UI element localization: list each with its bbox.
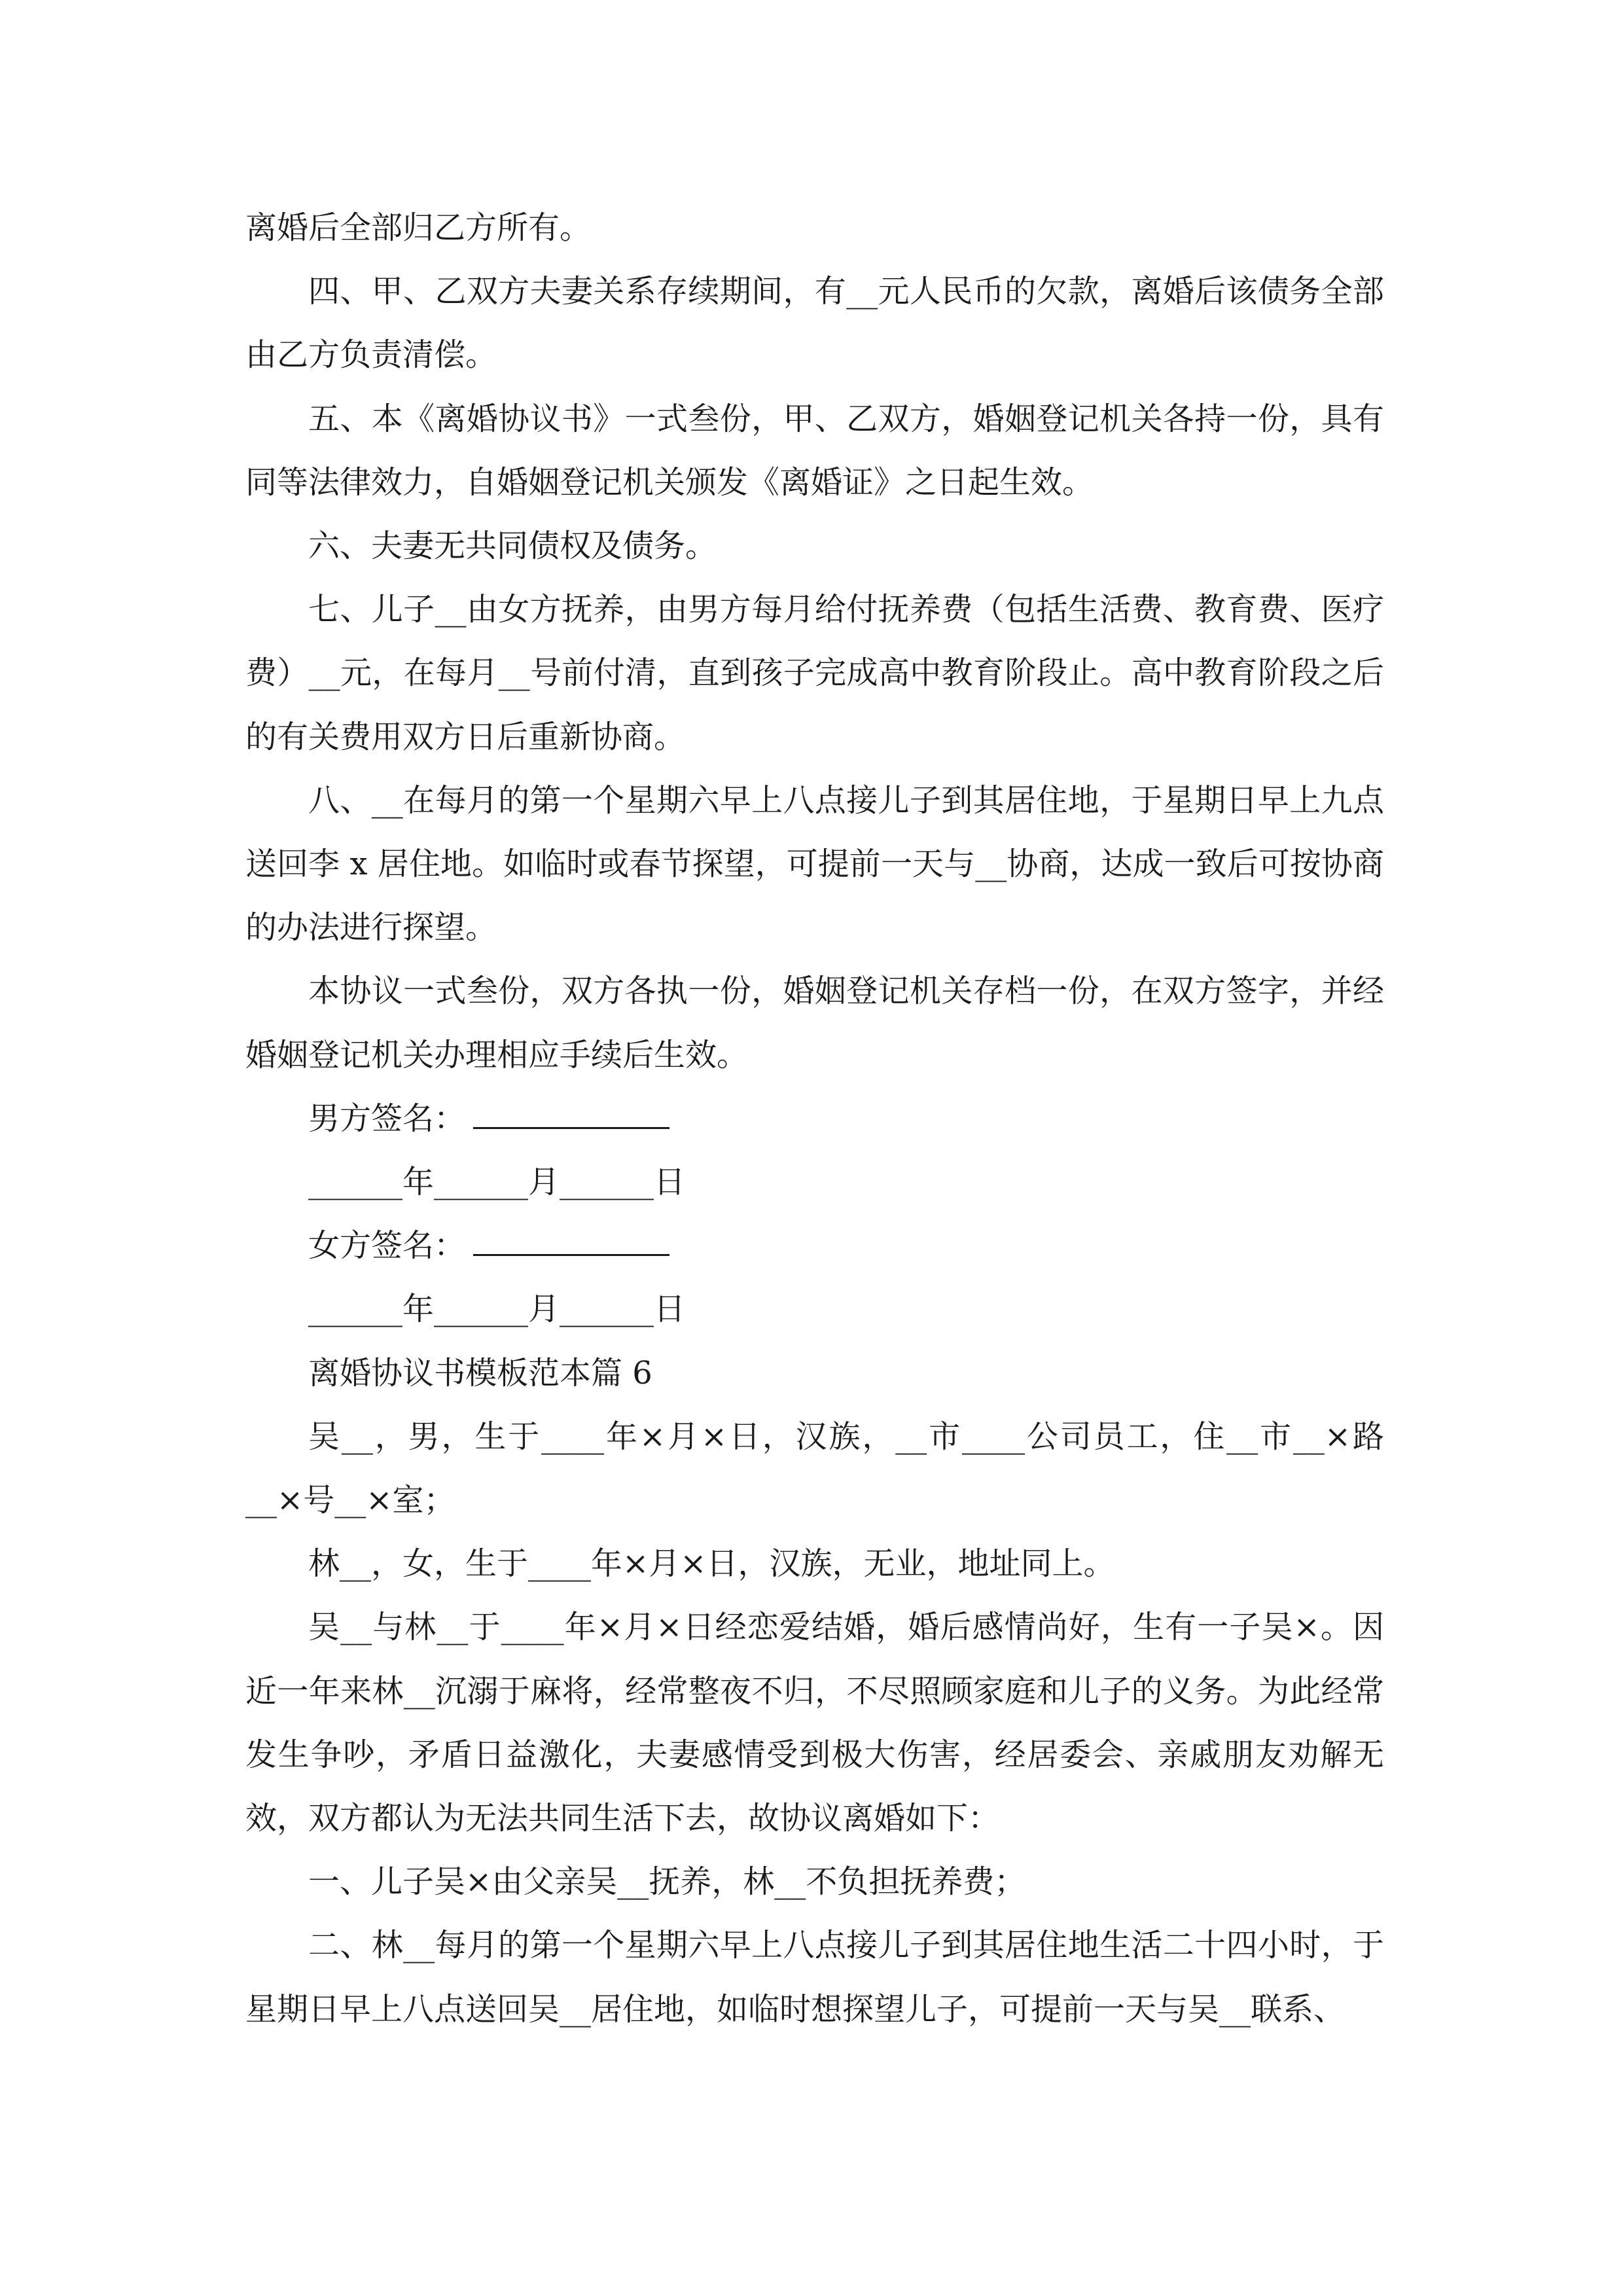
paragraph-clause-6: 六、夫妻无共同债权及债务。 — [308, 528, 717, 565]
female-signature-label: 女方签名： — [308, 1227, 466, 1265]
paragraph-continuation: 离婚后全部归乙方所有。 — [245, 209, 592, 246]
paragraph-term-1: 一、儿子吴×由父亲吴__抚养，林__不负担抚养费； — [308, 1863, 1026, 1901]
paragraph-background: 吴__与林__于____年×月×日经恋爱结婚，婚后感情尚好，生有一子吴×。因近一年来林__沉溺于麻将，经常整夜不归，不尽照顾家庭和儿子的义务。为此经常发生争吵，矛盾日益激化，夫妻感情受到极大伤害，经居委会、亲戚朋友劝解无效，双方都认为无法共同生活下去，故协议离婚如下： — [245, 1609, 1384, 1837]
male-date-line: ______年______月______日 — [308, 1164, 686, 1201]
male-signature-line — [473, 1098, 669, 1129]
paragraph-clause-4: 四、甲、乙双方夫妻关系存续期间，有__元人民币的欠款，离婚后该债务全部由乙方负责清偿。 — [245, 273, 1384, 374]
female-signature-line — [473, 1225, 669, 1256]
section-title: 离婚协议书模板范本篇 6 — [308, 1354, 652, 1391]
paragraph-term-2: 二、林__每月的第一个星期六早上八点接儿子到其居住地生活二十四小时，于星期日早上八点送回吴__居住地，如临时想探望儿子，可提前一天与吴__联系、 — [245, 1927, 1384, 2028]
paragraph-agreement-copies: 本协议一式叁份，双方各执一份，婚姻登记机关存档一份，在双方签字，并经婚姻登记机关办理相应手续后生效。 — [245, 973, 1384, 1073]
party-female-info: 林__，女，生于____年×月×日，汉族，无业，地址同上。 — [308, 1545, 1115, 1583]
male-signature-row — [245, 1087, 1384, 1151]
paragraph-clause-5: 五、本《离婚协议书》一式叁份，甲、乙双方，婚姻登记机关各持一份，具有同等法律效力，自婚姻登记机关颁发《离婚证》之日起生效。 — [245, 400, 1384, 501]
paragraph-clause-7: 七、儿子__由女方抚养，由男方每月给付抚养费（包括生活费、教育费、医疗费）__元，在每月__号前付清，直到孩子完成高中教育阶段止。高中教育阶段之后的有关费用双方日后重新协商。 — [245, 591, 1384, 755]
document-body — [245, 196, 1384, 2041]
party-male-info: 吴__，男，生于____年×月×日，汉族，__市____公司员工，住__市__×路__×号__×室； — [245, 1418, 1384, 1519]
female-date-line: ______年______月______日 — [308, 1291, 686, 1328]
male-signature-label: 男方签名： — [308, 1100, 466, 1137]
female-signature-row — [245, 1214, 1384, 1278]
paragraph-clause-8: 八、__在每月的第一个星期六早上八点接儿子到其居住地，于星期日早上九点送回李 x 居住地。如临时或春节探望，可提前一天与__协商，达成一致后可按协商的办法进行探望。 — [245, 781, 1384, 946]
